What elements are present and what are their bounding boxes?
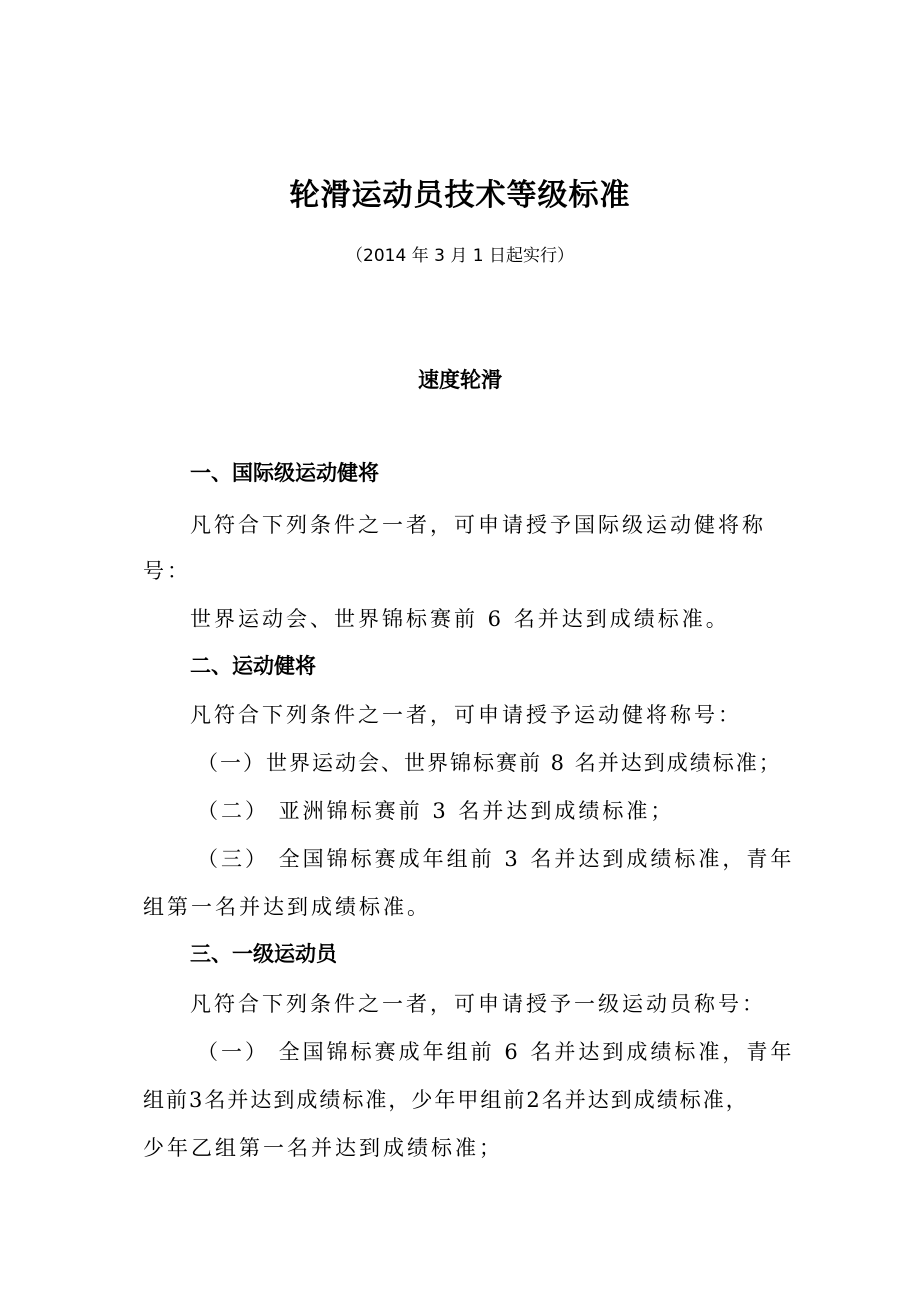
list-item: （三） 全国锦标赛成年组前 3 名并达到成绩标准，青年	[197, 847, 795, 871]
document-subtitle: （2014 年 3 月 1 日起实行）	[346, 246, 574, 266]
document-title: 轮滑运动员技术等级标准	[289, 178, 631, 213]
paragraph-line: 世界运动会、世界锦标赛前 6 名并达到成绩标准。	[190, 607, 730, 631]
section-title: 速度轮滑	[418, 368, 502, 392]
heading-first-class: 三、一级运动员	[190, 942, 337, 966]
heading-master: 二、运动健将	[190, 654, 316, 678]
heading-international-master: 一、国际级运动健将	[190, 461, 379, 485]
paragraph-line: 组前3名并达到成绩标准，少年甲组前2名并达到成绩标准，	[143, 1088, 749, 1112]
paragraph-line: 号：	[143, 559, 191, 583]
list-item: （一）世界运动会、世界锦标赛前 8 名并达到成绩标准；	[197, 751, 782, 775]
list-item: （二） 亚洲锦标赛前 3 名并达到成绩标准；	[197, 799, 675, 823]
paragraph-line: 少年乙组第一名并达到成绩标准；	[143, 1136, 503, 1160]
paragraph-line: 凡符合下列条件之一者，可申请授予运动健将称号：	[190, 703, 742, 727]
list-item: （一） 全国锦标赛成年组前 6 名并达到成绩标准，青年	[197, 1040, 795, 1064]
paragraph-line: 凡符合下列条件之一者，可申请授予国际级运动健将称	[190, 513, 766, 537]
paragraph-line: 组第一名并达到成绩标准。	[143, 895, 431, 919]
paragraph-line: 凡符合下列条件之一者，可申请授予一级运动员称号：	[190, 992, 766, 1016]
